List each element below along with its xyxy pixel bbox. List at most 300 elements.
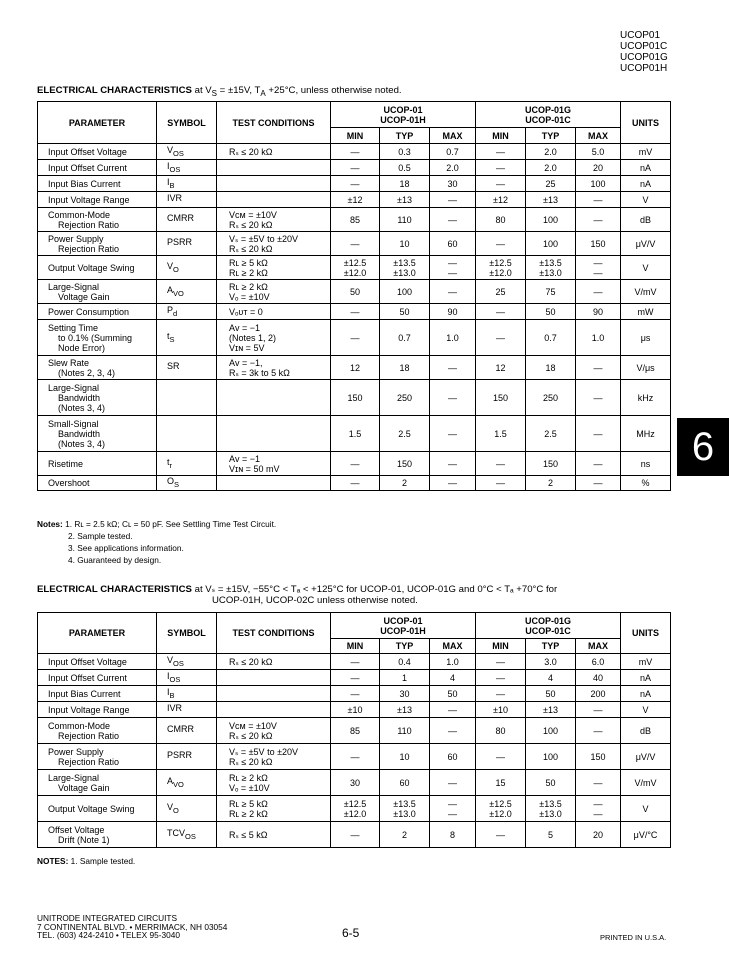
value-cell	[380, 232, 430, 256]
value-line: 50	[399, 306, 410, 317]
symbol-cell	[157, 718, 217, 744]
parameter-cell	[38, 160, 157, 176]
value-line: ±13.0	[539, 267, 562, 278]
value-cell	[476, 208, 526, 232]
value-cell	[576, 718, 621, 744]
value-cell	[576, 192, 621, 208]
header-typ: TYP	[526, 128, 576, 144]
table-row	[38, 304, 671, 320]
parameter-line: Bandwidth	[58, 392, 101, 403]
unit-cell: mV	[621, 654, 671, 670]
value-line: —	[593, 777, 603, 788]
table-row	[38, 670, 671, 686]
header-min: MIN	[476, 639, 526, 654]
value-line: 5	[548, 829, 554, 840]
value-line: 200	[590, 688, 606, 699]
value-line: 150	[347, 392, 363, 403]
value-cell	[331, 822, 380, 848]
value-line: ±13	[543, 704, 558, 715]
note-text: 2. Sample tested.	[68, 531, 133, 541]
symbol-cell	[157, 654, 217, 670]
value-cell	[476, 232, 526, 256]
value-line: —	[496, 162, 506, 173]
value-line: —	[593, 428, 603, 439]
value-line: —	[593, 267, 603, 278]
header-parameter: PARAMETER	[38, 102, 157, 144]
unit-cell: nA	[621, 670, 671, 686]
value-cell	[430, 256, 476, 280]
value-cell	[430, 770, 476, 796]
value-cell	[331, 718, 380, 744]
value-line: —	[496, 306, 506, 317]
value-line: —	[350, 306, 360, 317]
value-line: 20	[593, 829, 604, 840]
unit-cell: kHz	[621, 380, 671, 416]
value-cell	[576, 320, 621, 356]
table2-notes	[37, 855, 135, 867]
parameter-line: Input Offset Voltage	[48, 656, 127, 667]
title-sub: A	[260, 88, 266, 98]
value-line: —	[448, 392, 458, 403]
value-line: 60	[447, 751, 458, 762]
unit-cell: V/mV	[621, 770, 671, 796]
value-cell	[430, 208, 476, 232]
value-line: 250	[543, 392, 559, 403]
symbol-subscript: VO	[173, 779, 184, 789]
symbol-cell	[157, 176, 217, 192]
value-line: —	[593, 808, 603, 819]
parameter-cell	[38, 744, 157, 770]
value-line: ±12.0	[489, 808, 512, 819]
value-line: 0.7	[544, 332, 557, 343]
value-line: 100	[590, 178, 606, 189]
value-line: —	[448, 798, 458, 809]
condition-line: Rʟ ≥ 5 kΩ	[229, 798, 268, 809]
parameter-line: Overshoot	[48, 478, 90, 488]
value-line: —	[496, 829, 506, 840]
symbol-main: TCV	[167, 827, 185, 838]
value-line: 150	[590, 238, 606, 249]
value-line: 4	[450, 672, 456, 683]
value-cell	[331, 280, 380, 304]
table-row	[38, 476, 671, 491]
value-line: ±13	[543, 194, 558, 205]
value-cell	[430, 686, 476, 702]
value-line: 50	[545, 777, 556, 788]
value-line: —	[593, 362, 603, 373]
value-cell	[526, 452, 576, 476]
condition-line: Rʟ ≥ 2 kΩ	[229, 772, 268, 783]
value-line: 85	[349, 214, 360, 225]
parameter-line: Input Voltage Range	[48, 704, 130, 715]
value-cell	[430, 476, 476, 491]
value-cell	[576, 670, 621, 686]
value-cell	[476, 192, 526, 208]
condition-line: Vₛ = ±5V to ±20V	[229, 233, 299, 244]
header-symbol: SYMBOL	[157, 102, 217, 144]
value-cell	[331, 654, 380, 670]
table-row	[38, 160, 671, 176]
unit-cell: V	[621, 702, 671, 718]
parameter-cell	[38, 452, 157, 476]
header-typ: TYP	[380, 639, 430, 654]
value-line: 100	[396, 286, 413, 297]
parameter-line: Risetime	[48, 458, 84, 469]
value-line: 1.0	[446, 656, 459, 667]
symbol-main: V	[167, 260, 174, 271]
condition-cell	[217, 452, 331, 476]
value-cell	[526, 256, 576, 280]
value-line: —	[350, 458, 360, 469]
value-cell	[476, 380, 526, 416]
footer-company: UNITRODE INTEGRATED CIRCUITS	[37, 913, 177, 923]
value-line: —	[448, 257, 458, 268]
value-line: ±12.0	[343, 267, 367, 278]
value-cell	[476, 256, 526, 280]
symbol-cell	[157, 476, 217, 491]
value-line: 100	[543, 214, 559, 225]
parameter-cell	[38, 320, 157, 356]
value-cell	[576, 144, 621, 160]
value-line: ±12	[493, 194, 508, 205]
value-line: 90	[447, 306, 458, 317]
parameter-line: Drift (Note 1)	[58, 834, 110, 845]
unit-cell: V/mV	[621, 280, 671, 304]
parameter-line: Input Bias Current	[48, 688, 121, 699]
symbol-subscript: B	[169, 180, 175, 190]
value-line: 30	[399, 688, 410, 699]
value-line: 2.0	[544, 162, 557, 173]
symbol-subscript: OS	[173, 148, 184, 158]
value-line: —	[496, 688, 506, 699]
symbol-main: SR	[167, 360, 180, 371]
table-row	[38, 356, 671, 380]
parameter-cell	[38, 232, 157, 256]
header-symbol: SYMBOL	[157, 613, 217, 654]
symbol-main: V	[167, 144, 174, 155]
value-line: 30	[447, 178, 458, 189]
value-cell	[331, 232, 380, 256]
parameter-cell	[38, 822, 157, 848]
parameter-cell	[38, 208, 157, 232]
symbol-main: I	[167, 176, 170, 187]
value-line: 2.0	[446, 162, 459, 173]
value-cell	[526, 320, 576, 356]
value-line: 85	[349, 725, 360, 736]
unit-cell: μV/V	[621, 232, 671, 256]
value-cell	[331, 380, 380, 416]
condition-line: Vₛ = ±5V to ±20V	[229, 746, 299, 757]
value-line: 110	[397, 214, 412, 225]
value-cell	[430, 796, 476, 822]
value-cell	[380, 160, 430, 176]
condition-line: Aᴠ = −1	[229, 453, 261, 464]
table-row	[38, 256, 671, 280]
value-line: —	[496, 332, 506, 343]
value-cell	[476, 702, 526, 718]
part-number: UCOP01C	[620, 41, 668, 52]
value-line: —	[448, 777, 458, 788]
value-cell	[576, 416, 621, 452]
value-cell	[526, 822, 576, 848]
title-line2: UCOP-01H, UCOP-02C unless otherwise noted.	[212, 595, 418, 606]
part-number-list	[620, 30, 668, 74]
header-group-line: UCOP-01	[383, 104, 423, 115]
table-row	[38, 192, 671, 208]
header-max: MAX	[576, 128, 621, 144]
unit-cell: μV/°C	[621, 822, 671, 848]
header-typ: TYP	[380, 128, 430, 144]
condition-line: Vᴄᴍ = ±10V	[229, 720, 277, 731]
value-line: —	[448, 194, 458, 205]
value-line: 75	[545, 286, 556, 297]
value-cell	[380, 356, 430, 380]
page-number: 6-5	[342, 926, 360, 940]
value-line: —	[593, 214, 603, 225]
part-number: UCOP01H	[620, 63, 668, 74]
header-group-line: UCOP-01G	[525, 615, 572, 626]
value-line: —	[448, 267, 458, 278]
condition-cell	[217, 796, 331, 822]
parameter-cell	[38, 654, 157, 670]
value-line: 0.4	[398, 656, 411, 667]
parameter-line: Output Voltage Swing	[48, 262, 135, 273]
condition-cell	[217, 822, 331, 848]
symbol-main: IVR	[167, 702, 183, 713]
condition-cell	[217, 280, 331, 304]
value-line: 2.5	[398, 428, 411, 439]
symbol-subscript: O	[173, 264, 179, 274]
parameter-cell	[38, 380, 157, 416]
header-min: MIN	[476, 128, 526, 144]
value-cell	[430, 822, 476, 848]
title-part: +25°C, unless otherwise noted.	[265, 85, 402, 96]
parameter-line: Rejection Ratio	[58, 730, 120, 741]
value-line: ±12.5	[489, 257, 512, 268]
value-cell	[430, 304, 476, 320]
parameter-line: (Notes 2, 3, 4)	[58, 367, 116, 378]
header-max: MAX	[430, 128, 476, 144]
table-row	[38, 796, 671, 822]
value-line: 20	[593, 162, 604, 173]
value-line: ±12.0	[343, 808, 367, 819]
condition-cell	[217, 256, 331, 280]
value-cell	[576, 770, 621, 796]
value-line: —	[448, 478, 458, 488]
unit-cell: ns	[621, 452, 671, 476]
value-cell	[331, 770, 380, 796]
parameter-line: Input Offset Current	[48, 672, 127, 683]
value-line: 50	[545, 306, 556, 317]
value-cell	[430, 160, 476, 176]
value-cell	[476, 304, 526, 320]
table2-title-bold: ELECTRICAL CHARACTERISTICS	[37, 584, 192, 595]
symbol-main: I	[167, 686, 170, 697]
table-row	[38, 280, 671, 304]
condition-cell	[217, 476, 331, 491]
value-line: 150	[543, 458, 559, 469]
value-cell	[331, 356, 380, 380]
value-line: —	[350, 162, 360, 173]
condition-cell	[217, 304, 331, 320]
symbol-cell	[157, 208, 217, 232]
symbol-subscript: S	[174, 479, 180, 489]
parameter-line: Voltage Gain	[58, 782, 110, 793]
parameter-line: Power Supply	[48, 746, 104, 757]
value-cell	[331, 320, 380, 356]
value-cell	[576, 208, 621, 232]
value-line: —	[350, 672, 360, 683]
parameter-cell	[38, 686, 157, 702]
parameter-line: Small-Signal	[48, 418, 99, 429]
header-group-ucop01	[331, 613, 476, 639]
value-cell	[476, 144, 526, 160]
value-cell	[380, 670, 430, 686]
value-cell	[476, 160, 526, 176]
value-cell	[331, 796, 380, 822]
symbol-subscript: OS	[185, 831, 196, 841]
parameter-line: Offset Voltage	[48, 824, 105, 835]
parameter-line: Large-Signal	[48, 281, 100, 292]
parameter-cell	[38, 144, 157, 160]
value-cell	[526, 280, 576, 304]
value-cell	[331, 144, 380, 160]
value-line: ±13.5	[393, 257, 416, 268]
value-line: —	[448, 214, 458, 225]
parameter-cell	[38, 280, 157, 304]
condition-cell	[217, 208, 331, 232]
value-line: 0.7	[398, 332, 411, 343]
footer-address-block	[37, 914, 227, 940]
value-cell	[331, 670, 380, 686]
header-group-ucop01	[331, 102, 476, 128]
value-cell	[576, 476, 621, 491]
electrical-characteristics-table-25c	[37, 101, 671, 491]
parameter-cell	[38, 256, 157, 280]
value-line: —	[593, 798, 603, 809]
header-min: MIN	[331, 639, 380, 654]
value-line: 12	[349, 362, 360, 373]
condition-cell	[217, 744, 331, 770]
value-line: 60	[399, 777, 410, 788]
value-line: 1.5	[494, 428, 507, 439]
parameter-line: Rejection Ratio	[58, 219, 120, 230]
value-cell	[380, 718, 430, 744]
value-line: —	[350, 656, 360, 667]
symbol-main: I	[167, 160, 170, 171]
symbol-subscript: OS	[169, 164, 181, 174]
value-cell	[331, 176, 380, 192]
condition-line: Rₛ ≤ 20 kΩ	[229, 656, 273, 667]
symbol-main: A	[167, 284, 174, 295]
unit-cell: dB	[621, 718, 671, 744]
value-line: 2	[401, 829, 407, 840]
parameter-cell	[38, 770, 157, 796]
value-line: 0.5	[398, 162, 411, 173]
table-row	[38, 686, 671, 702]
condition-cell	[217, 380, 331, 416]
parameter-cell	[38, 176, 157, 192]
symbol-subscript: OS	[173, 658, 184, 668]
table-row	[38, 208, 671, 232]
value-line: 3.0	[544, 656, 557, 667]
value-line: 150	[590, 751, 606, 762]
value-cell	[331, 304, 380, 320]
value-cell	[526, 702, 576, 718]
value-cell	[576, 304, 621, 320]
parameter-line: Common-Mode	[48, 720, 111, 731]
section-tab: 6	[677, 418, 729, 476]
symbol-subscript: S	[169, 334, 175, 344]
value-line: —	[496, 238, 506, 249]
table-row	[38, 176, 671, 192]
value-cell	[526, 160, 576, 176]
parameter-line: Rejection Ratio	[58, 756, 120, 767]
parameter-line: Power Supply	[48, 233, 104, 244]
symbol-main: IVR	[167, 192, 183, 203]
header-units: UNITS	[621, 102, 671, 144]
symbol-main: V	[167, 801, 174, 812]
condition-cell	[217, 770, 331, 796]
note-line	[37, 542, 276, 554]
value-cell	[430, 192, 476, 208]
value-line: 60	[447, 238, 458, 249]
value-cell	[526, 208, 576, 232]
condition-line: Vᴄᴍ = ±10V	[229, 209, 277, 220]
value-line: ±12	[347, 194, 363, 205]
unit-cell: μs	[621, 320, 671, 356]
value-line: 10	[399, 238, 410, 249]
header-test-conditions: TEST CONDITIONS	[217, 613, 331, 654]
value-cell	[380, 476, 430, 491]
value-line: 110	[397, 725, 412, 736]
condition-cell	[217, 686, 331, 702]
value-cell	[380, 208, 430, 232]
value-line: —	[496, 656, 506, 667]
table-row	[38, 452, 671, 476]
condition-line: Rₛ ≤ 20 kΩ	[229, 219, 273, 230]
value-cell	[526, 380, 576, 416]
value-line: ±12.5	[343, 257, 367, 268]
condition-cell	[217, 416, 331, 452]
value-line: 50	[349, 286, 360, 297]
value-line: ±10	[493, 704, 508, 715]
value-cell	[576, 280, 621, 304]
value-cell	[526, 670, 576, 686]
value-cell	[430, 416, 476, 452]
printed-in: PRINTED IN U.S.A.	[600, 933, 667, 942]
value-line: 10	[399, 751, 410, 762]
symbol-subscript: r	[169, 460, 173, 470]
symbol-cell	[157, 304, 217, 320]
unit-cell: MHz	[621, 416, 671, 452]
unit-cell: dB	[621, 208, 671, 232]
value-line: —	[350, 688, 360, 699]
value-line: 0.3	[398, 146, 411, 157]
condition-line: (Notes 1, 2)	[229, 332, 277, 343]
value-cell	[526, 192, 576, 208]
symbol-cell	[157, 822, 217, 848]
condition-line: Aᴠ = −1	[229, 322, 261, 333]
value-cell	[526, 176, 576, 192]
value-line: —	[593, 194, 603, 205]
note-line	[37, 530, 276, 542]
unit-cell: V	[621, 256, 671, 280]
symbol-subscript: B	[169, 690, 175, 700]
value-line: 2.0	[544, 146, 557, 157]
value-line: ±13	[397, 704, 412, 715]
value-cell	[430, 654, 476, 670]
